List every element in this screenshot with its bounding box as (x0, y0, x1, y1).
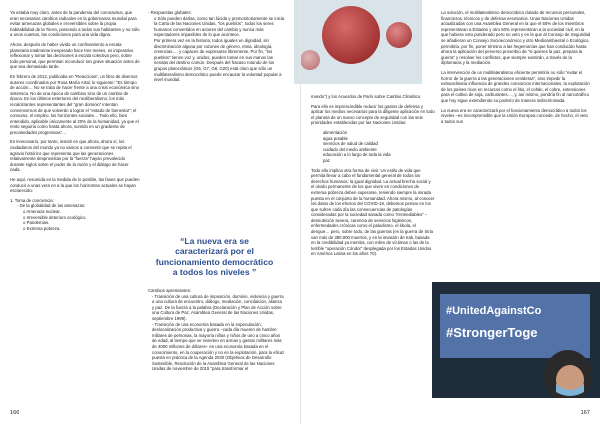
priority-list (311, 130, 435, 164)
paragraph: En febrero de 2012, publicaba en “Reacciona”, un libro de diversos autores coordinados por Rosa María Artal, lo siguiente: “Es tiempo de acción… No se trata de hacer frente a una crisis económica sino sistémica. No de una época de cambios sino de un cambio de época. En los últimos estertores del neoliberalismo, los más recalcitrantes representantes del “gran dominio” intentan convencernos de que volverán a lograr el “estado de bienestar”; el consumo, el empleo, los horizontes sociales… Todo ello, bien entendido, aplicable únicamente al 20% de la humanidad, ya que el resto seguiría como hasta ahora, sumido en un gradiente de precariedades progresivas”… (10, 73, 139, 135)
list-item: educación a lo largo de toda la vida (323, 152, 391, 158)
list-item: o Pandemias. (23, 220, 140, 226)
paragraph: mundo”) y los Acuerdos de París sobre Cambio Climático. (311, 94, 422, 99)
list-item: agua potable (323, 135, 348, 141)
list-item: paz (323, 157, 330, 163)
list-subheading: - De la globalidad de las amenazas: (17, 203, 86, 209)
protest-photo (432, 282, 600, 398)
paragraph: He aquí, resumida en la medida de lo posible, las fases que pueden conducir a unas vera en a la que los horizontes actuales se hayan esclarecido: (10, 177, 140, 194)
right-column-1 (311, 94, 435, 261)
left-column-2-lower (148, 288, 285, 376)
threat-list (10, 209, 140, 231)
left-column-1 (10, 10, 140, 235)
paragraph: Para ello es imprescindible reducir los gastos de defensa y aplicar los medios necesarios para la diligente aplicación en todo el planeta de un nuevo concepto de seguridad con las seis prioridades establecidas por las Naciones Unidas: (311, 103, 435, 126)
right-column-2 (441, 10, 591, 128)
paragraph: - Transición de una economía basada en la especulación, deslocalización productiva y guerra –cada día mueren de hambre millares de personas, la mayoría niñas y niños de uno a cinco años de edad, al tiempo que se invierten en armas y gastos militares más de 4000 millones de dólares– en una economía basada en el conocimiento, en la cooperación y no en la explotación, para la eficaz puesta en práctica de la Agenda 2030 (Objetivos de Desarrollo Sostenible, Resolución de la Asamblea General de las Naciones Unidas de noviembre de 2015 “para transformar el (152, 321, 285, 372)
section-heading: - Respuestas globales: (148, 10, 192, 15)
paragraph: Por primera vez en la historia, todos iguales en dignidad, sin discriminación alguna por razones de género, etnia, ideología, creencias…, y capaces de expresarse libremente. Por fin, “los pueblos” tienen voz y, unidos, pueden tomar en sus manos las riendas del destino común. Después del fracaso rotundo de los grupos plutocráticos (G6, G7, G8, G20) está claro que sólo un multilateralismo democrático puede encauzar la voluntad popular a nivel mundial. (154, 37, 282, 83)
list-item: o Amenaza nuclear. (23, 209, 140, 215)
list-item: servicios de salud de calidad (323, 141, 378, 147)
paragraph: o Sólo pueden darlas, como tan lúcida y premonitoriamente se inicia la Carta de las Naciones Unidas, “los pueblos”, todos los seres humanos convertidos en actores del cambio y nunca más espectadores impasibles de lo que acontece. (154, 15, 285, 38)
paragraph: La solución, el multilateralismo democrático dotado de recursos personales, financieros, técnicos y de defensa necesarios. Unas Naciones Unidas actualizadas con una Asamblea General en la que el 50% de los miembros representaran a Estados y otro 50% representaran a la sociedad civil, en la que hubiera voto ponderado pero no veto y en la que al Consejo de Seguridad se añadieran un Consejo Socioeconómico y otro Medioambiental o Ecológico, permitiría, por fin, poner término a las hegemonías que han conducido hasta ahora la aplicación del perverso proverbio de “si quieres la paz, prepara la guerra” y resolver los conflictos, que siempre existirán, a través de la diplomacia y la mediación. (441, 10, 591, 66)
left-column-2 (148, 10, 285, 87)
paragraph: Todo ello implica otra forma de vivir. Un estilo de vida que permita llevar a cabo el fundamental general de todos los derechos humanos: la igual dignidad. La actual brecha social y el olvido permanente de los que viven en condiciones de extrema pobreza deben superarse, teniendo siempre la mirada puesta en el conjunto de la humanidad. Ahora mismo, al conocer los datos de los efectos del COVID-19, debemos pensar en los que sufren cada día las consecuencias de patologías consideradas por la sociedad sanada como “irremediables” –desnutrición severa, carencia de servicios higiénicos, enfermedades crónicas como el paludismo, el ébola, el dengue… pero, sobre todo, de las guerras (en la guerra de Siria van más de 380.000 muertos, y en la invasión de Irak, basada en la credibilidad ya mentira, con miles de víctimas o las de la terrible “operación Cóndor” desplegada por los Estados Unidos en América Latina en los años 70). (311, 167, 435, 257)
sign-text: #StrongerToge (446, 325, 538, 340)
page-number: 167 (580, 410, 590, 416)
list-item: cuidado del medio ambiente (323, 146, 377, 152)
paragraph: - Transición de una cultura de imposición, dominio, violencia y guerra a una cultura de encuentro, diálogo, mediación, conciliación, alianza y paz. De la fuerza a la palabra (Declaración y Plan de Acción sobre una Cultura de Paz, Asamblea General de las Naciones Unidas, septiembre 1999). (152, 293, 284, 321)
list-item: alimentación (323, 129, 348, 135)
paragraph: Ya estaba muy claro, antes de la pandemia del coronavirus, que eran necesarios cambios radicales en la gobernanza mundial para evitar amenazas globales e irreversibles sobre la propia habitabilidad de la Tierra, poniendo a todos sus habitantes y no sólo a unos cuantos, las condiciones para una vida digna. (10, 10, 140, 38)
paragraph: Ahora, después de haber vivido un confinamiento a escala planetaria totalmente inesperado hace tres meses, es imperativo reflexionar y tomar las decisiones a escala colectiva pero, sobre todo personal, que permitan reconducir tan grave situación antes de que sea demasiado tarde. (10, 41, 140, 70)
section-heading: Cambios apremiantes: (148, 288, 191, 293)
page-number: 166 (10, 410, 20, 416)
list-item: o Extrema pobreza. (23, 226, 140, 232)
paragraph: La intervención de un multilateralismo eficiente permitiría no sólo “evitar el horror de la guerra a las generaciones venideras”, sino impedir la extraordinaria influencia de grandes consorcios internacionales, la explotación de los países ricos en recursos como el litio, el coltán, el cobre, extensiones para el cultivo de soja, carburantes…, y, así mismo, pondría fin al narcotráfico que hoy sigue extendiendo su poderío de manera indiscriminada. (441, 69, 590, 103)
sign-text: #UnitedAgainstCo (446, 305, 542, 317)
list-heading: 1. Toma de conciencia: (10, 197, 54, 203)
list-item: o Irreversible deterioro ecológico. (23, 215, 140, 221)
paragraph: Es innecesario, por tanto, insistir en que ahora, ahora sí, los ciudadanos del mundo ya no vamos a consentir que se repita el agravio histórico que representa que las generaciones relativamente desprovistas por la “fuerza” hayan prevalecido durante siglos sobre el poder de la razón y el diálogo de hacer nada. (10, 139, 132, 173)
paragraph: La nueva era se caracterizará por el funcionamiento democrático a todos los niveles –es incomprensible que la Unión Europea concede, de hecho, el veto a todos sus (441, 107, 588, 124)
person-with-mask-icon (526, 346, 596, 398)
pull-quote: “La nueva era se caracterizará por el funcionamiento democrático a todos los niveles ” (155, 236, 274, 278)
